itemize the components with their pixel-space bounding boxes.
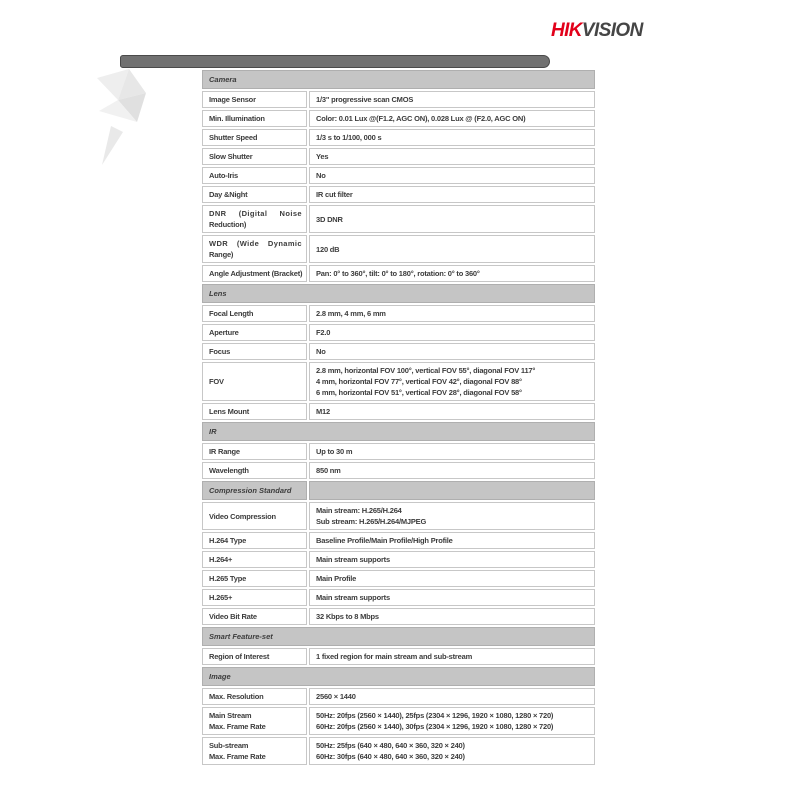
hikvision-logo xyxy=(551,20,643,42)
logo-text-vision: VISION xyxy=(581,20,643,41)
spec-value-line: 50Hz: 25fps (640 × 480, 640 × 360, 320 × 240) xyxy=(316,741,465,750)
spec-value-line: 32 Kbps to 8 Mbps xyxy=(316,612,379,621)
spec-label-cell xyxy=(202,129,307,146)
spec-value-line: 4 mm, horizontal FOV 77°, vertical FOV 42°, diagonal FOV 88° xyxy=(316,377,522,386)
spec-label-line: IR Range xyxy=(209,447,240,456)
spec-value-line: 1/3 s to 1/100, 000 s xyxy=(316,133,382,142)
spec-label-cell xyxy=(202,235,307,263)
spec-value-cell xyxy=(309,235,595,263)
spec-row xyxy=(202,502,595,530)
spec-value-cell xyxy=(309,589,595,606)
spec-label-line: H.265 Type xyxy=(209,574,247,583)
spec-value-line: IR cut filter xyxy=(316,190,353,199)
spec-row xyxy=(202,305,595,322)
spec-row xyxy=(202,688,595,705)
section-header-row xyxy=(202,284,595,303)
spec-value-cell xyxy=(309,305,595,322)
spec-label-cell xyxy=(202,570,307,587)
section-title: Lens xyxy=(202,284,595,303)
spec-label-cell xyxy=(202,608,307,625)
spec-label-cell xyxy=(202,362,307,401)
spec-label-cell xyxy=(202,305,307,322)
spec-value-line: Main stream: H.265/H.264 xyxy=(316,506,402,515)
spec-row xyxy=(202,167,595,184)
spec-value-cell xyxy=(309,343,595,360)
spec-row xyxy=(202,462,595,479)
spec-value-line: Up to 30 m xyxy=(316,447,353,456)
spec-value-line: No xyxy=(316,347,326,356)
spec-value-line: Yes xyxy=(316,152,329,161)
spec-value-line: 2.8 mm, horizontal FOV 100°, vertical FOV 55°, diagonal FOV 117° xyxy=(316,366,536,375)
spec-label-line: H.264 Type xyxy=(209,536,247,545)
spec-label-line: Auto-Iris xyxy=(209,171,239,180)
spec-label-line: Day &Night xyxy=(209,190,248,199)
spec-label-cell xyxy=(202,737,307,765)
spec-label-line: Range) xyxy=(209,250,234,259)
spec-value-line: Color: 0.01 Lux @(F1.2, AGC ON), 0.028 Lux @ (F2.0, AGC ON) xyxy=(316,114,526,123)
section-title: Smart Feature-set xyxy=(202,627,595,646)
spec-table-body xyxy=(202,70,595,765)
spec-label-cell xyxy=(202,186,307,203)
spec-label-line: Video Bit Rate xyxy=(209,612,257,621)
spec-label-line: Angle Adjustment (Bracket) xyxy=(209,269,303,278)
spec-label-line: Max. Frame Rate xyxy=(209,752,266,761)
spec-value-line: M12 xyxy=(316,407,330,416)
spec-row xyxy=(202,129,595,146)
spec-row xyxy=(202,589,595,606)
spec-value-cell xyxy=(309,608,595,625)
spec-row xyxy=(202,608,595,625)
spec-value-cell xyxy=(309,205,595,233)
spec-label-line: Main Stream xyxy=(209,711,252,720)
spec-label-cell xyxy=(202,707,307,735)
section-title: Image xyxy=(202,667,595,686)
spec-label-line: Reduction) xyxy=(209,220,247,229)
spec-label-line: Max. Frame Rate xyxy=(209,722,266,731)
section-header-row xyxy=(202,70,595,89)
spec-label-cell xyxy=(202,502,307,530)
spec-label-line: Lens Mount xyxy=(209,407,250,416)
logo-text-hik: HIK xyxy=(551,20,582,41)
spec-value-line: 6 mm, horizontal FOV 51°, vertical FOV 28°, diagonal FOV 58° xyxy=(316,388,522,397)
spec-row xyxy=(202,362,595,401)
spec-value-line: Baseline Profile/Main Profile/High Profile xyxy=(316,536,453,545)
spec-row xyxy=(202,110,595,127)
spec-label-line: Focus xyxy=(209,347,231,356)
spec-label-cell xyxy=(202,205,307,233)
spec-value-cell xyxy=(309,532,595,549)
section-header-row xyxy=(202,422,595,441)
spec-label-line: Image Sensor xyxy=(209,95,256,104)
spec-label-line: DNR (Digital Noise xyxy=(209,209,302,218)
section-header-filler xyxy=(309,481,595,500)
spec-row xyxy=(202,648,595,665)
spec-table xyxy=(200,68,597,767)
spec-value-line: 850 nm xyxy=(316,466,341,475)
section-header-row xyxy=(202,667,595,686)
spec-value-cell xyxy=(309,167,595,184)
spec-value-cell xyxy=(309,403,595,420)
spec-label-line: Sub-stream xyxy=(209,741,249,750)
spec-value-line: 2560 × 1440 xyxy=(316,692,356,701)
spec-value-cell xyxy=(309,570,595,587)
spec-value-line: Pan: 0° to 360°, tilt: 0° to 180°, rotation: 0° to 360° xyxy=(316,269,480,278)
spec-label-line: Aperture xyxy=(209,328,239,337)
section-title: Compression Standard xyxy=(202,481,307,500)
spec-label-line: WDR (Wide Dynamic xyxy=(209,239,302,248)
spec-label-cell xyxy=(202,688,307,705)
spec-row xyxy=(202,707,595,735)
section-title: IR xyxy=(202,422,595,441)
spec-row xyxy=(202,205,595,233)
spec-value-line: Main stream supports xyxy=(316,555,390,564)
spec-value-cell xyxy=(309,443,595,460)
spec-label-cell xyxy=(202,551,307,568)
spec-value-line: Sub stream: H.265/H.264/MJPEG xyxy=(316,517,427,526)
spec-row xyxy=(202,737,595,765)
spec-row xyxy=(202,235,595,263)
spec-label-cell xyxy=(202,91,307,108)
spec-value-line: 3D DNR xyxy=(316,214,343,224)
spec-value-line: 2.8 mm, 4 mm, 6 mm xyxy=(316,309,386,318)
spec-value-cell xyxy=(309,551,595,568)
spec-value-cell xyxy=(309,737,595,765)
spec-value-cell xyxy=(309,362,595,401)
spec-label-cell xyxy=(202,648,307,665)
spec-label-line: Focal Length xyxy=(209,309,254,318)
spec-row xyxy=(202,324,595,341)
spec-label-cell xyxy=(202,532,307,549)
spec-value-line: 50Hz: 20fps (2560 × 1440), 25fps (2304 × 1296, 1920 × 1080, 1280 × 720) xyxy=(316,711,554,720)
spec-label-line: Region of Interest xyxy=(209,652,270,661)
spec-value-line: 120 dB xyxy=(316,244,340,254)
spec-label-line: H.265+ xyxy=(209,593,233,602)
spec-row xyxy=(202,186,595,203)
spec-value-line: Main stream supports xyxy=(316,593,390,602)
spec-label-line: Min. Illumination xyxy=(209,114,265,123)
spec-label-cell xyxy=(202,148,307,165)
spec-value-cell xyxy=(309,110,595,127)
spec-row xyxy=(202,91,595,108)
header-divider-bar xyxy=(120,55,550,68)
spec-label-line: Wavelength xyxy=(209,466,249,475)
spec-row xyxy=(202,551,595,568)
spec-value-cell xyxy=(309,129,595,146)
spec-value-line: 1 fixed region for main stream and sub-stream xyxy=(316,652,473,661)
spec-label-line: Max. Resolution xyxy=(209,692,264,701)
spec-row xyxy=(202,443,595,460)
spec-value-cell xyxy=(309,648,595,665)
spec-label-cell xyxy=(202,110,307,127)
spec-row xyxy=(202,403,595,420)
section-title: Camera xyxy=(202,70,595,89)
spec-value-cell xyxy=(309,265,595,282)
spec-label-cell xyxy=(202,324,307,341)
spec-value-line: 1/3" progressive scan CMOS xyxy=(316,95,414,104)
spec-label-cell xyxy=(202,343,307,360)
spec-value-line: 60Hz: 20fps (2560 × 1440), 30fps (2304 × 1296, 1920 × 1080, 1280 × 720) xyxy=(316,722,554,731)
watermark-graphic xyxy=(0,0,220,220)
spec-value-cell xyxy=(309,707,595,735)
section-header-row xyxy=(202,481,595,500)
spec-row xyxy=(202,570,595,587)
spec-label-line: Video Compression xyxy=(209,511,276,521)
spec-label-cell xyxy=(202,265,307,282)
spec-label-line: H.264+ xyxy=(209,555,233,564)
spec-value-line: Main Profile xyxy=(316,574,357,583)
spec-value-cell xyxy=(309,688,595,705)
spec-row xyxy=(202,532,595,549)
spec-value-cell xyxy=(309,462,595,479)
spec-label-line: Shutter Speed xyxy=(209,133,258,142)
spec-value-cell xyxy=(309,186,595,203)
spec-label-cell xyxy=(202,589,307,606)
spec-label-cell xyxy=(202,167,307,184)
spec-label-cell xyxy=(202,403,307,420)
spec-value-cell xyxy=(309,324,595,341)
spec-row xyxy=(202,265,595,282)
spec-row xyxy=(202,343,595,360)
spec-value-line: 60Hz: 30fps (640 × 480, 640 × 360, 320 × 240) xyxy=(316,752,465,761)
spec-label-line: FOV xyxy=(209,377,224,386)
spec-label-cell xyxy=(202,443,307,460)
spec-value-cell xyxy=(309,148,595,165)
spec-label-line: Slow Shutter xyxy=(209,152,253,161)
spec-label-cell xyxy=(202,462,307,479)
spec-value-line: F2.0 xyxy=(316,328,331,337)
spec-value-line: No xyxy=(316,171,326,180)
spec-value-cell xyxy=(309,502,595,530)
section-header-row xyxy=(202,627,595,646)
spec-value-cell xyxy=(309,91,595,108)
spec-row xyxy=(202,148,595,165)
